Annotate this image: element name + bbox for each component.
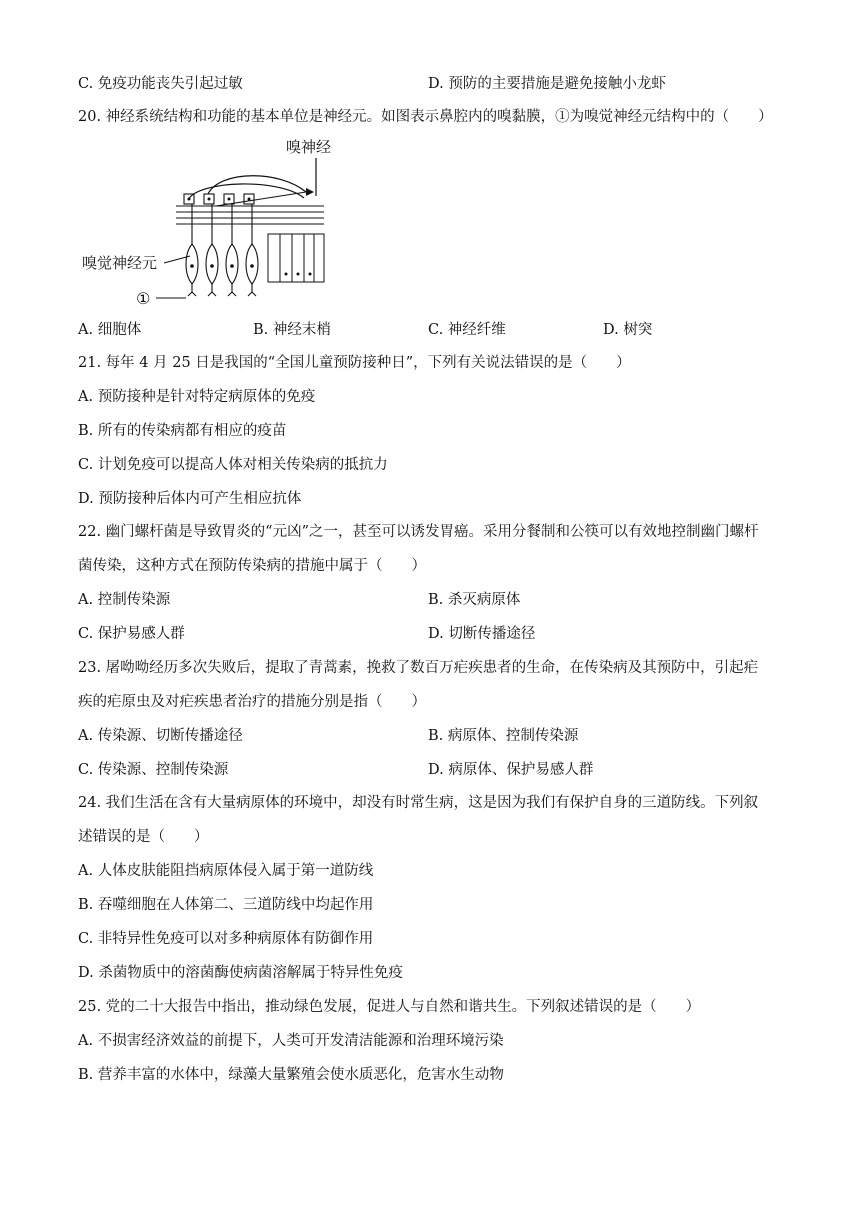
- q19-option-d: D. 预防的主要措施是避免接触小龙虾: [428, 76, 666, 92]
- q20-stem: 20. 神经系统结构和功能的基本单位是神经元。如图表示鼻腔内的嗅黏膜，①为嗅觉神经元结构中的（ ）: [78, 109, 773, 125]
- q21-option-b: B. 所有的传染病都有相应的疫苗: [78, 423, 287, 439]
- figure-label-marker: ①: [136, 289, 151, 308]
- q22-stem-line2: 菌传染，这种方式在预防传染病的措施中属于（ ）: [78, 558, 426, 574]
- q20-option-a: A. 细胞体: [78, 322, 142, 338]
- q21-stem: 21. 每年 4 月 25 日是我国的“全国儿童预防接种日”，下列有关说法错误的是（ ）: [78, 355, 631, 371]
- q24-stem-line2: 述错误的是（ ）: [78, 829, 209, 845]
- q23-option-d: D. 病原体、保护易感人群: [428, 762, 594, 778]
- q23-option-c: C. 传染源、控制传染源: [78, 762, 229, 778]
- q24-option-b: B. 吞噬细胞在人体第二、三道防线中均起作用: [78, 897, 374, 913]
- q22-option-d: D. 切断传播途径: [428, 626, 536, 642]
- q21-option-c: C. 计划免疫可以提高人体对相关传染病的抵抗力: [78, 457, 388, 473]
- q25-option-b: B. 营养丰富的水体中，绿藻大量繁殖会使水质恶化，危害水生动物: [78, 1067, 504, 1083]
- figure-label-neuron: 嗅觉神经元: [82, 254, 158, 272]
- olfactory-mucosa-figure: [80, 134, 340, 314]
- q23-stem-line1: 23. 屠呦呦经历多次失败后，提取了青蒿素，挽救了数百万疟疾患者的生命，在传染病及其预防中，引起疟: [78, 660, 759, 676]
- q25-stem: 25. 党的二十大报告中指出，推动绿色发展，促进人与自然和谐共生。下列叙述错误的是（ ）: [78, 999, 701, 1015]
- q21-option-a: A. 预防接种是针对特定病原体的免疫: [78, 389, 316, 405]
- q23-option-b: B. 病原体、控制传染源: [428, 728, 579, 744]
- q22-option-c: C. 保护易感人群: [78, 626, 185, 642]
- q24-option-a: A. 人体皮肤能阻挡病原体侵入属于第一道防线: [78, 863, 374, 879]
- q22-option-b: B. 杀灭病原体: [428, 592, 521, 608]
- q25-option-a: A. 不损害经济效益的前提下，人类可开发清洁能源和治理环境污染: [78, 1033, 504, 1049]
- q20-option-d: D. 树突: [603, 322, 653, 338]
- q24-option-c: C. 非特异性免疫可以对多种病原体有防御作用: [78, 931, 374, 947]
- q20-option-b: B. 神经末梢: [253, 322, 331, 338]
- q22-option-a: A. 控制传染源: [78, 592, 171, 608]
- figure-label-nerve: 嗅神经: [286, 138, 332, 156]
- q22-stem-line1: 22. 幽门螺杆菌是导致胃炎的“元凶”之一，甚至可以诱发胃癌。采用分餐制和公筷可以有效地控制幽门螺杆: [78, 524, 759, 540]
- q21-option-d: D. 预防接种后体内可产生相应抗体: [78, 491, 302, 507]
- q24-stem-line1: 24. 我们生活在含有大量病原体的环境中，却没有时常生病，这是因为我们有保护自身的三道防线。下列叙: [78, 795, 759, 811]
- q24-option-d: D. 杀菌物质中的溶菌酶使病菌溶解属于特异性免疫: [78, 965, 403, 981]
- q23-option-a: A. 传染源、切断传播途径: [78, 728, 243, 744]
- q23-stem-line2: 疾的疟原虫及对疟疾患者治疗的措施分别是指（ ）: [78, 694, 426, 710]
- q20-option-c: C. 神经纤维: [428, 322, 506, 338]
- q19-option-c: C. 免疫功能丧失引起过敏: [78, 76, 243, 92]
